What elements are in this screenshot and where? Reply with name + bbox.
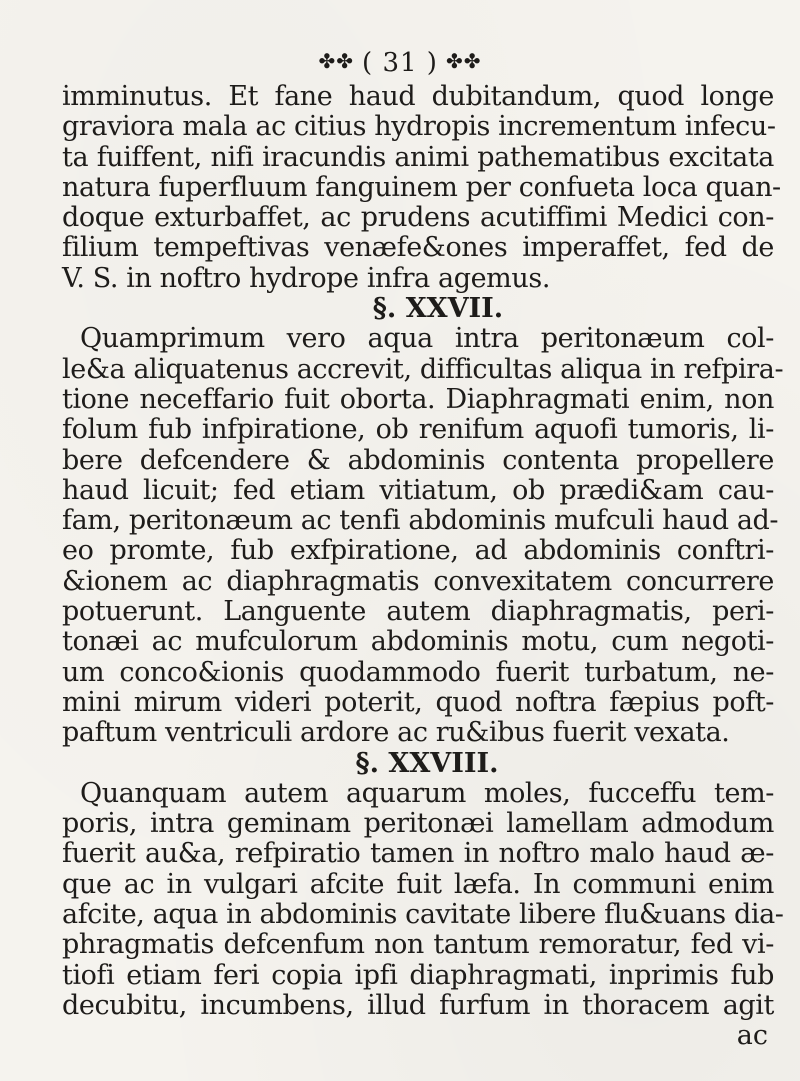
text-line: V. S. in noftro hydrope infra agemus. xyxy=(62,262,551,294)
text-line: potuerunt. Languente autem diaphragmatis, peri- xyxy=(62,596,774,628)
text-line: poris, intra geminam peritonæi lamellam admodum xyxy=(62,808,774,840)
text-line: haud licuit; fed etiam vitiatum, ob prædi&am cau- xyxy=(62,474,774,506)
text-line: tione neceffario fuit oborta. Diaphragmati enim, non xyxy=(62,383,774,415)
text-line: paftum ventriculi ardore ac ru&ibus fuerit vexata. xyxy=(62,717,730,749)
text-line: mini mirum videri poterit, quod noftra fæpius poft- xyxy=(62,686,774,718)
catchword: ac xyxy=(736,1020,768,1052)
text-line: natura fuperfluum fanguinem per confueta loca quan- xyxy=(62,171,781,203)
text-line: le&a aliquatenus accrevit, difficultas aliqua in refpira- xyxy=(62,353,784,385)
body-text xyxy=(62,81,784,1052)
text-line: afcite, aqua in abdominis cavitate libere flu&uans dia- xyxy=(62,899,784,931)
text-line: tiofi etiam feri copia ipfi diaphragmati, inprimis fub xyxy=(62,959,774,991)
text-line: ta fuiffent, nifi iracundis animi pathematibus excitata xyxy=(62,141,774,173)
text-line: Quanquam autem aquarum moles, fucceffu tem- xyxy=(80,777,774,809)
text-line: tonæi ac mufculorum abdominis motu, cum negoti- xyxy=(62,626,774,658)
section-heading: §. XXVII. xyxy=(372,293,504,325)
section-heading: §. XXVIII. xyxy=(355,747,499,779)
text-line: phragmatis defcenfum non tantum remoratur, fed vi- xyxy=(62,929,774,961)
text-line: bere defcendere & abdominis contenta propellere xyxy=(62,444,774,476)
page-header xyxy=(0,48,800,78)
text-line: um conco&ionis quodammodo fuerit turbatum, ne- xyxy=(62,656,774,688)
text-line: graviora mala ac citius hydropis incrementum infecu- xyxy=(62,111,776,143)
text-line: &ionem ac diaphragmatis convexitatem concurrere xyxy=(62,565,774,597)
text-line: filium tempeftivas venæfe&ones imperaffet, fed de xyxy=(62,232,774,264)
text-line: fuerit au&a, refpiratio tamen in noftro malo haud æ- xyxy=(62,838,774,870)
text-line: imminutus. Et fane haud dubitandum, quod longe xyxy=(62,81,774,112)
left-ornament-icon: ✤✤ xyxy=(318,49,355,73)
text-line: que ac in vulgari afcite fuit læfa. In communi enim xyxy=(62,868,774,900)
text-line: Quamprimum vero aqua intra peritonæum col- xyxy=(80,323,774,355)
page-number: ( 31 ) xyxy=(362,48,438,78)
right-ornament-icon: ✤✤ xyxy=(445,49,482,73)
text-line: fam, peritonæum ac tenfi abdominis mufculi haud ad- xyxy=(62,505,779,537)
text-line: decubitu, incumbens, illud furfum in thoracem agit xyxy=(62,989,774,1021)
text-line: folum fub infpiratione, ob renifum aquofi tumoris, li- xyxy=(62,414,774,446)
text-line: eo promte, fub exfpiratione, ad abdominis conftri- xyxy=(62,535,774,567)
text-line: doque exturbaffet, ac prudens acutiffimi Medici con- xyxy=(62,202,774,234)
